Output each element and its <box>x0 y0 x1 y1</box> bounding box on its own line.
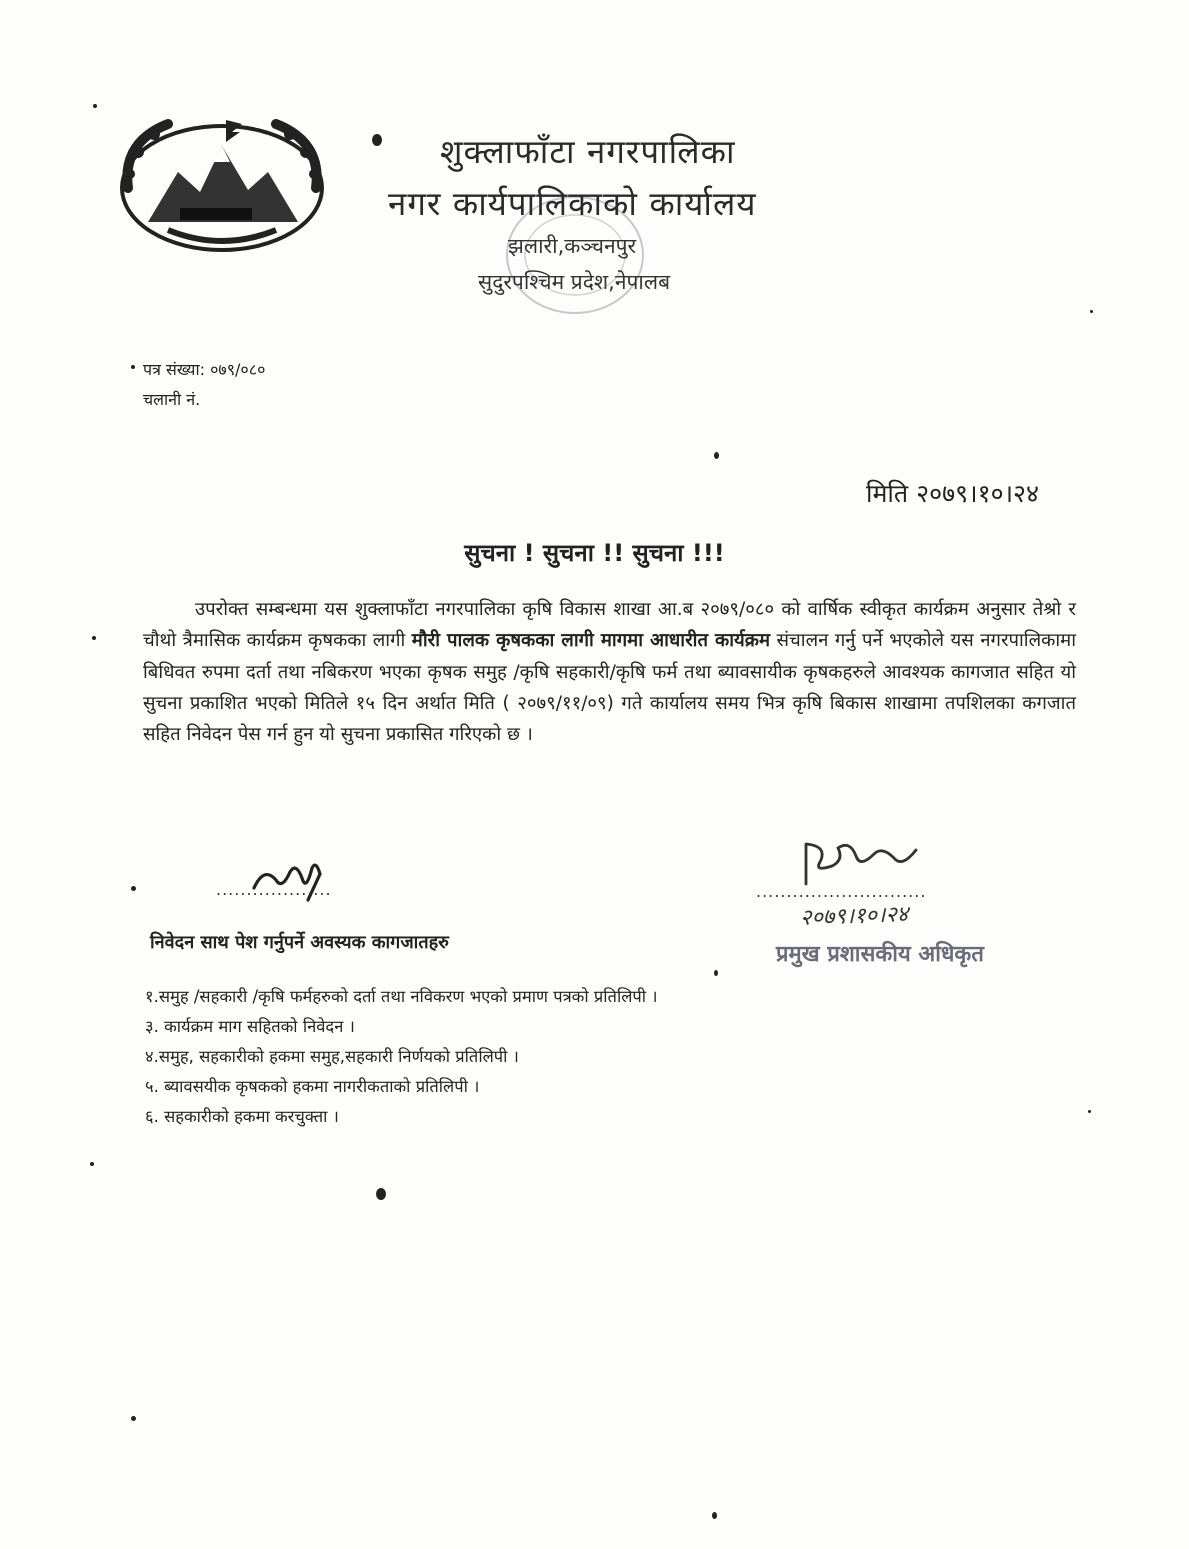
nepal-government-emblem <box>108 112 336 264</box>
scan-speck <box>712 1512 717 1519</box>
scan-speck <box>93 104 97 108</box>
letter-number: पत्र संख्या: ०७९/०८० <box>143 360 266 379</box>
notice-title: सुचना ! सुचना !! सुचना !!! <box>464 539 725 567</box>
list-item: ४.समुह, सहकारीको हकमा समुह,सहकारी निर्णयको प्रतिलिपी । <box>145 1047 519 1066</box>
notice-date: मिति २०७९।१०।२४ <box>866 479 1040 508</box>
right-signature-line: ............................ <box>756 882 927 901</box>
office-name: नगर कार्यपालिकाको कार्यालय <box>388 184 757 223</box>
body-text-part-1: उपरोक्त सम्बन्धमा यस शुक्लाफाँटा नगरपालिका कृषि विकास शाखा आ.ब २०७९/०८० को वार्षिक स्वीकृत कार्यक्रम अनुसार तेश्रो र चौथो त्रैमासिक कार्यक्रम कृषकका लागी <box>143 599 1076 652</box>
address-line-2: सुदुरपश्चिम प्रदेश,नेपालब <box>478 270 671 294</box>
list-item: १.समुह /सहकारी /कृषि फर्महरुको दर्ता तथा नविकरण भएको प्रमाण पत्रको प्रतिलिपी । <box>145 987 658 1006</box>
scan-speck <box>1090 310 1093 313</box>
scan-speck <box>131 1416 136 1421</box>
scan-speck <box>376 1188 386 1200</box>
list-item: ३. कार्यक्रम माग सहितको निवेदन । <box>145 1017 355 1036</box>
dispatch-number: चलानी नं. <box>143 390 201 409</box>
requirements-title: निवेदन साथ पेश गर्नुपर्ने अवस्यक कागजातहरु <box>150 932 449 953</box>
scan-speck <box>131 365 135 369</box>
scan-speck <box>1088 1110 1091 1113</box>
scan-speck <box>372 134 382 146</box>
list-item: ६. सहकारीको हकमा करचुक्ता । <box>145 1107 339 1126</box>
scan-speck <box>714 452 719 459</box>
requirements-list <box>145 982 658 1132</box>
bleed-through-text <box>515 30 519 46</box>
scan-speck <box>131 886 136 891</box>
list-item: ५. ब्यावसयीक कृषकको हकमा नागरीकताको प्रतिलिपी । <box>145 1077 480 1096</box>
body-text-part-2: संचालन गर्नु पर्ने भएकोले यस नगरपालिकामा बिधिवत रुपमा दर्ता तथा नबिकरण भएका कृषक समुह /कृषि सहकारी/कृषि फर्म तथा ब्यावसायीक कृषकहरुले आवश्यक कागजात सहित यो सुचना प्रकाशित भएको मितिले १५ दिन अर्थात मिति ( २०७९/११/०९) गते कार्यालय समय भित्र कृषि बिकास शाखामा तपशिलका कगजात सहित निवेदन पेस गर्न हुन यो सुचना प्रकासित गरिएको छ । <box>143 630 1076 746</box>
scan-speck <box>90 1162 94 1166</box>
notice-body <box>143 594 1076 750</box>
scan-speck <box>92 636 96 640</box>
body-program-name: मौरी पालक कृषकका लागी मागमा आधारीत कार्यक्रम <box>411 630 771 652</box>
municipality-name: शुक्लाफाँटा नगरपालिका <box>440 132 736 171</box>
handwritten-date: २०७९।१०।२४ <box>799 902 909 931</box>
address-line-1: झलारी,कञ्चनपुर <box>508 234 637 258</box>
scan-speck <box>714 970 718 976</box>
officer-title: प्रमुख प्रशासकीय अधिकृत <box>776 942 984 967</box>
left-signature-line: ................... <box>216 880 332 899</box>
